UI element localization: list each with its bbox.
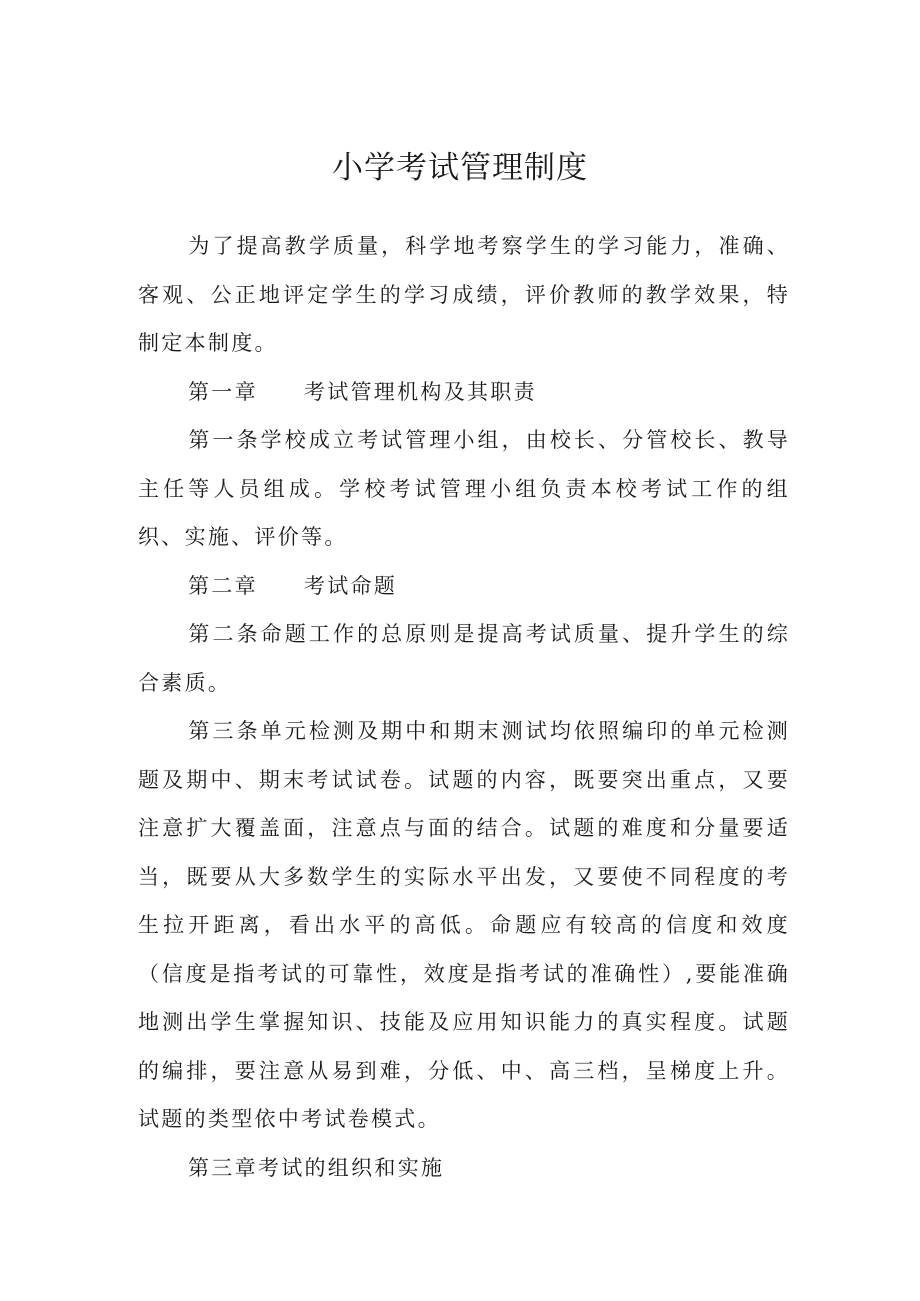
document-title: 小学考试管理制度 [332,150,588,186]
chapter-1-name: 考试管理机构及其职责 [303,379,537,404]
chapter-1-heading [138,368,790,417]
intro-paragraph: 为了提高教学质量，科学地考察学生的学习能力，准确、客观、公正地评定学生的学习成绩，评价教师的教学效果，特制定本制度。 [138,234,790,355]
chapter-2-number: 第二章 [188,573,258,598]
article-3-paragraph: 第三条单元检测及期中和期末测试均依照编印的单元检测题及期中、期末考试试卷。试题的内容，既要突出重点，又要注意扩大覆盖面，注意点与面的结合。试题的难度和分量要适当，既要从大多数学生的实际水平出发，又要使不同程度的考生拉开距离，看出水平的高低。命题应有较高的信度和效度（信度是指考试的可靠性，效度是指考试的准确性）,要能准确地测出学生掌握知识、技能及应用知识能力的真实程度。试题的编排，要注意从易到难，分低、中、高三档，呈梯度上升。试题的类型依中考试卷模式。 [138,719,790,1131]
chapter-3-heading: 第三章考试的组织和实施 [188,1155,445,1180]
article-2-paragraph: 第二条命题工作的总原则是提高考试质量、提升学生的综合素质。 [138,622,790,695]
document-body [138,222,790,1192]
chapter-2-name: 考试命题 [303,573,398,598]
chapter-1-number: 第一章 [188,379,258,404]
article-1-paragraph: 第一条学校成立考试管理小组，由校长、分管校长、教导主任等人员组成。学校考试管理小组负责本校考试工作的组织、实施、评价等。 [138,428,790,549]
chapter-2-heading [138,562,790,611]
